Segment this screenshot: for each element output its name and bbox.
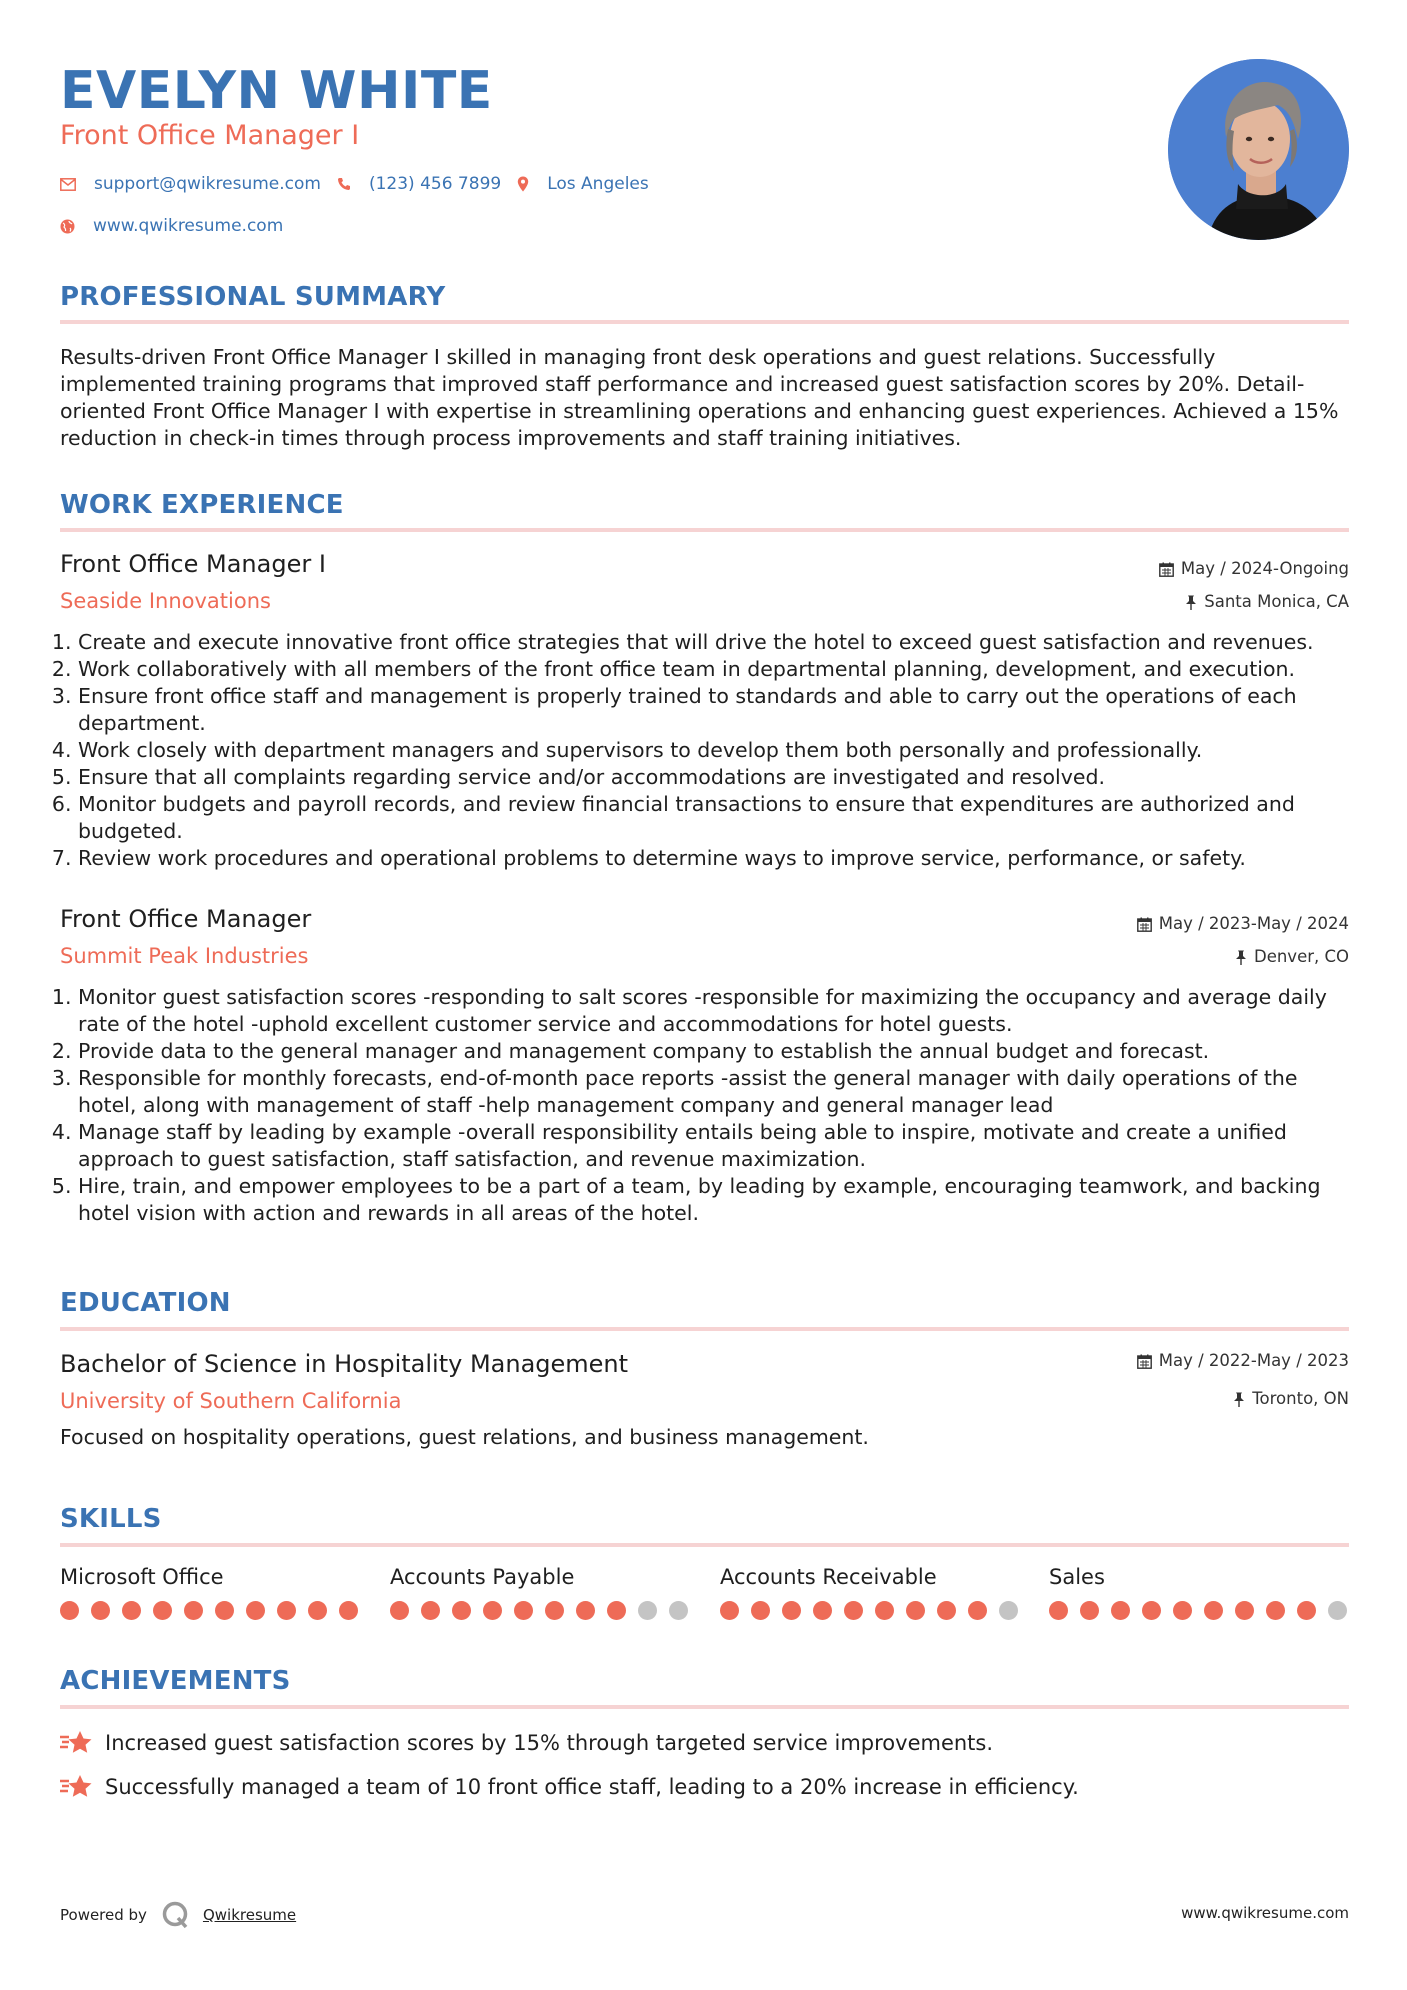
star-icon (60, 1729, 93, 1757)
rating-dot-filled (1173, 1601, 1192, 1620)
rating-dot-filled (483, 1601, 502, 1620)
rating-dot-filled (1049, 1601, 1068, 1620)
phone-item[interactable] (337, 172, 501, 196)
skill-item (720, 1563, 1018, 1620)
rating-dot-filled (906, 1601, 925, 1620)
skill-name: Accounts Receivable (720, 1565, 937, 1589)
location-text: Los Angeles (547, 174, 649, 194)
map-pin-icon (517, 176, 529, 192)
powered-by-label: Powered by (60, 1906, 147, 1924)
envelope-icon (60, 178, 76, 191)
rating-dot-filled (813, 1601, 832, 1620)
email-text: support@qwikresume.com (94, 174, 321, 194)
rating-dot-filled (1297, 1601, 1316, 1620)
rating-dot-filled (452, 1601, 471, 1620)
list-item: 3. Responsible for monthly forecasts, end-of-month pace reports -assist the general manager with daily operations of the hotel, along with management of staff -help management company and general manager lead (78, 1065, 1352, 1119)
footer-powered-by (60, 1900, 296, 1930)
list-item: 6. Monitor budgets and payroll records, and review financial transactions to ensure that expenditures are authorized and budgeted. (78, 791, 1352, 845)
rating-dot-filled (1204, 1601, 1223, 1620)
rating-dot-filled (844, 1601, 863, 1620)
rating-dot-empty (999, 1601, 1018, 1620)
rating-dot-empty (1328, 1601, 1347, 1620)
job-1-location-text: Santa Monica, CA (1204, 592, 1349, 611)
globe-icon (60, 219, 75, 234)
job-1-company: Seaside Innovations (60, 589, 271, 613)
website-item[interactable] (60, 214, 283, 238)
education-dates (1137, 1350, 1349, 1372)
contact-row (60, 172, 649, 196)
rating-dot-filled (184, 1601, 203, 1620)
skill-rating (60, 1601, 358, 1620)
rating-dot-filled (60, 1601, 79, 1620)
candidate-name: EVELYN WHITE (60, 61, 493, 121)
experience-divider (60, 528, 1349, 532)
achievement-item (60, 1773, 1079, 1801)
education-heading: EDUCATION (60, 1288, 231, 1318)
list-item: 4. Manage staff by leading by example -overall responsibility entails being able to inspire, motivate and create a unified approach to guest satisfaction, staff satisfaction, and revenue maximization. (78, 1119, 1352, 1173)
experience-heading: WORK EXPERIENCE (60, 490, 344, 520)
rating-dot-filled (514, 1601, 533, 1620)
summary-text: Results-driven Front Office Manager I skilled in managing front desk operations and guest relations. Successfully implemented training programs that improved staff performance and increased guest satisfaction scores by 20%. Detail-oriented Front Office Manager I with expertise in streamlining operations and enhancing guest experiences. Achieved a 15% reduction in check-in times through process improvements and staff training initiatives. (60, 345, 1339, 450)
email-item[interactable] (60, 172, 321, 196)
skills-divider (60, 1543, 1349, 1547)
footer-url[interactable]: www.qwikresume.com (1181, 1904, 1349, 1922)
phone-text: (123) 456 7899 (368, 174, 502, 194)
pushpin-icon (1233, 1392, 1245, 1407)
skill-item (60, 1563, 358, 1620)
rating-dot-filled (339, 1601, 358, 1620)
education-description: Focused on hospitality operations, guest relations, and business management. (60, 1425, 869, 1449)
achievement-text: Increased guest satisfaction scores by 15% through targeted service improvements. (105, 1731, 994, 1755)
rating-dot-empty (638, 1601, 657, 1620)
phone-icon (337, 177, 351, 191)
list-item: 4. Work closely with department managers and supervisors to develop them both personally and professionally. (78, 737, 1352, 764)
rating-dot-filled (545, 1601, 564, 1620)
website-text: www.qwikresume.com (93, 216, 284, 236)
education-dates-text: May / 2022-May / 2023 (1158, 1351, 1349, 1370)
job-2-dates (1137, 913, 1349, 935)
rating-dot-filled (1142, 1601, 1161, 1620)
job-2-company: Summit Peak Industries (60, 944, 309, 968)
skill-item (390, 1563, 688, 1620)
star-icon (60, 1773, 93, 1801)
job-2-bullets (60, 984, 1352, 1227)
job-1-dates-text: May / 2024-Ongoing (1180, 559, 1349, 578)
list-item: 7. Review work procedures and operational problems to determine ways to improve service, performance, or safety. (78, 845, 1352, 872)
calendar-icon (1137, 917, 1152, 932)
rating-dot-filled (1111, 1601, 1130, 1620)
rating-dot-filled (153, 1601, 172, 1620)
skill-rating (720, 1601, 1018, 1620)
skill-name: Accounts Payable (390, 1565, 575, 1589)
job-2-dates-text: May / 2023-May / 2024 (1158, 914, 1349, 933)
calendar-icon (1159, 562, 1174, 577)
job-1-bullets (60, 629, 1352, 872)
education-school: University of Southern California (60, 1389, 402, 1413)
list-item: 5. Hire, train, and empower employees to be a part of a team, by leading by example, encouraging teamwork, and backing hotel vision with action and rewards in all areas of the hotel. (78, 1173, 1352, 1227)
portrait-illustration (1168, 59, 1349, 240)
rating-dot-filled (968, 1601, 987, 1620)
achievement-item (60, 1729, 993, 1757)
achievement-text: Successfully managed a team of 10 front office staff, leading to a 20% increase in efficiency. (105, 1775, 1079, 1799)
list-item: 5. Ensure that all complaints regarding service and/or accommodations are investigated and resolved. (78, 764, 1352, 791)
candidate-title: Front Office Manager I (60, 120, 360, 151)
job-1-title: Front Office Manager I (60, 550, 326, 578)
skill-name: Microsoft Office (60, 1565, 224, 1589)
rating-dot-filled (215, 1601, 234, 1620)
pushpin-icon (1185, 595, 1197, 610)
skill-rating (390, 1601, 688, 1620)
summary-heading: PROFESSIONAL SUMMARY (60, 282, 446, 312)
rating-dot-filled (91, 1601, 110, 1620)
rating-dot-filled (751, 1601, 770, 1620)
qwikresume-logo-icon (161, 1900, 191, 1930)
skill-rating (1049, 1601, 1347, 1620)
rating-dot-filled (720, 1601, 739, 1620)
skills-heading: SKILLS (60, 1504, 162, 1534)
education-degree: Bachelor of Science in Hospitality Management (60, 1350, 629, 1378)
rating-dot-filled (308, 1601, 327, 1620)
education-divider (60, 1327, 1349, 1331)
rating-dot-filled (122, 1601, 141, 1620)
skill-name: Sales (1049, 1565, 1105, 1589)
job-1-dates (1159, 558, 1349, 580)
list-item: 2. Provide data to the general manager and management company to establish the annual budget and forecast. (78, 1038, 1352, 1065)
location-item (517, 172, 649, 196)
skill-item (1049, 1563, 1347, 1620)
job-2-location (1235, 946, 1349, 968)
list-item: 1. Monitor guest satisfaction scores -responding to salt scores -responsible for maximizing the occupancy and average daily rate of the hotel -uphold excellent customer service and accommodations for hotel guests. (78, 984, 1352, 1038)
list-item: 3. Ensure front office staff and management is properly trained to standards and able to carry out the operations of each department. (78, 683, 1352, 737)
list-item: 1. Create and execute innovative front office strategies that will drive the hotel to exceed guest satisfaction and revenues. (78, 629, 1352, 656)
education-location-text: Toronto, ON (1252, 1389, 1349, 1408)
rating-dot-filled (390, 1601, 409, 1620)
rating-dot-filled (246, 1601, 265, 1620)
rating-dot-empty (669, 1601, 688, 1620)
achievements-heading: ACHIEVEMENTS (60, 1666, 291, 1696)
pushpin-icon (1235, 950, 1247, 965)
rating-dot-filled (607, 1601, 626, 1620)
rating-dot-filled (277, 1601, 296, 1620)
profile-photo (1168, 59, 1349, 240)
education-location (1233, 1388, 1349, 1410)
achievements-divider (60, 1705, 1349, 1709)
job-2-title: Front Office Manager (60, 905, 312, 933)
rating-dot-filled (875, 1601, 894, 1620)
rating-dot-filled (782, 1601, 801, 1620)
rating-dot-filled (1235, 1601, 1254, 1620)
rating-dot-filled (421, 1601, 440, 1620)
qwikresume-link[interactable]: Qwikresume (202, 1906, 297, 1924)
rating-dot-filled (576, 1601, 595, 1620)
calendar-icon (1137, 1354, 1152, 1369)
rating-dot-filled (1266, 1601, 1285, 1620)
rating-dot-filled (937, 1601, 956, 1620)
job-2-location-text: Denver, CO (1253, 947, 1349, 966)
list-item: 2. Work collaboratively with all members of the front office team in departmental planning, development, and execution. (78, 656, 1352, 683)
job-1-location (1185, 591, 1349, 613)
rating-dot-filled (1080, 1601, 1099, 1620)
summary-divider (60, 320, 1349, 324)
